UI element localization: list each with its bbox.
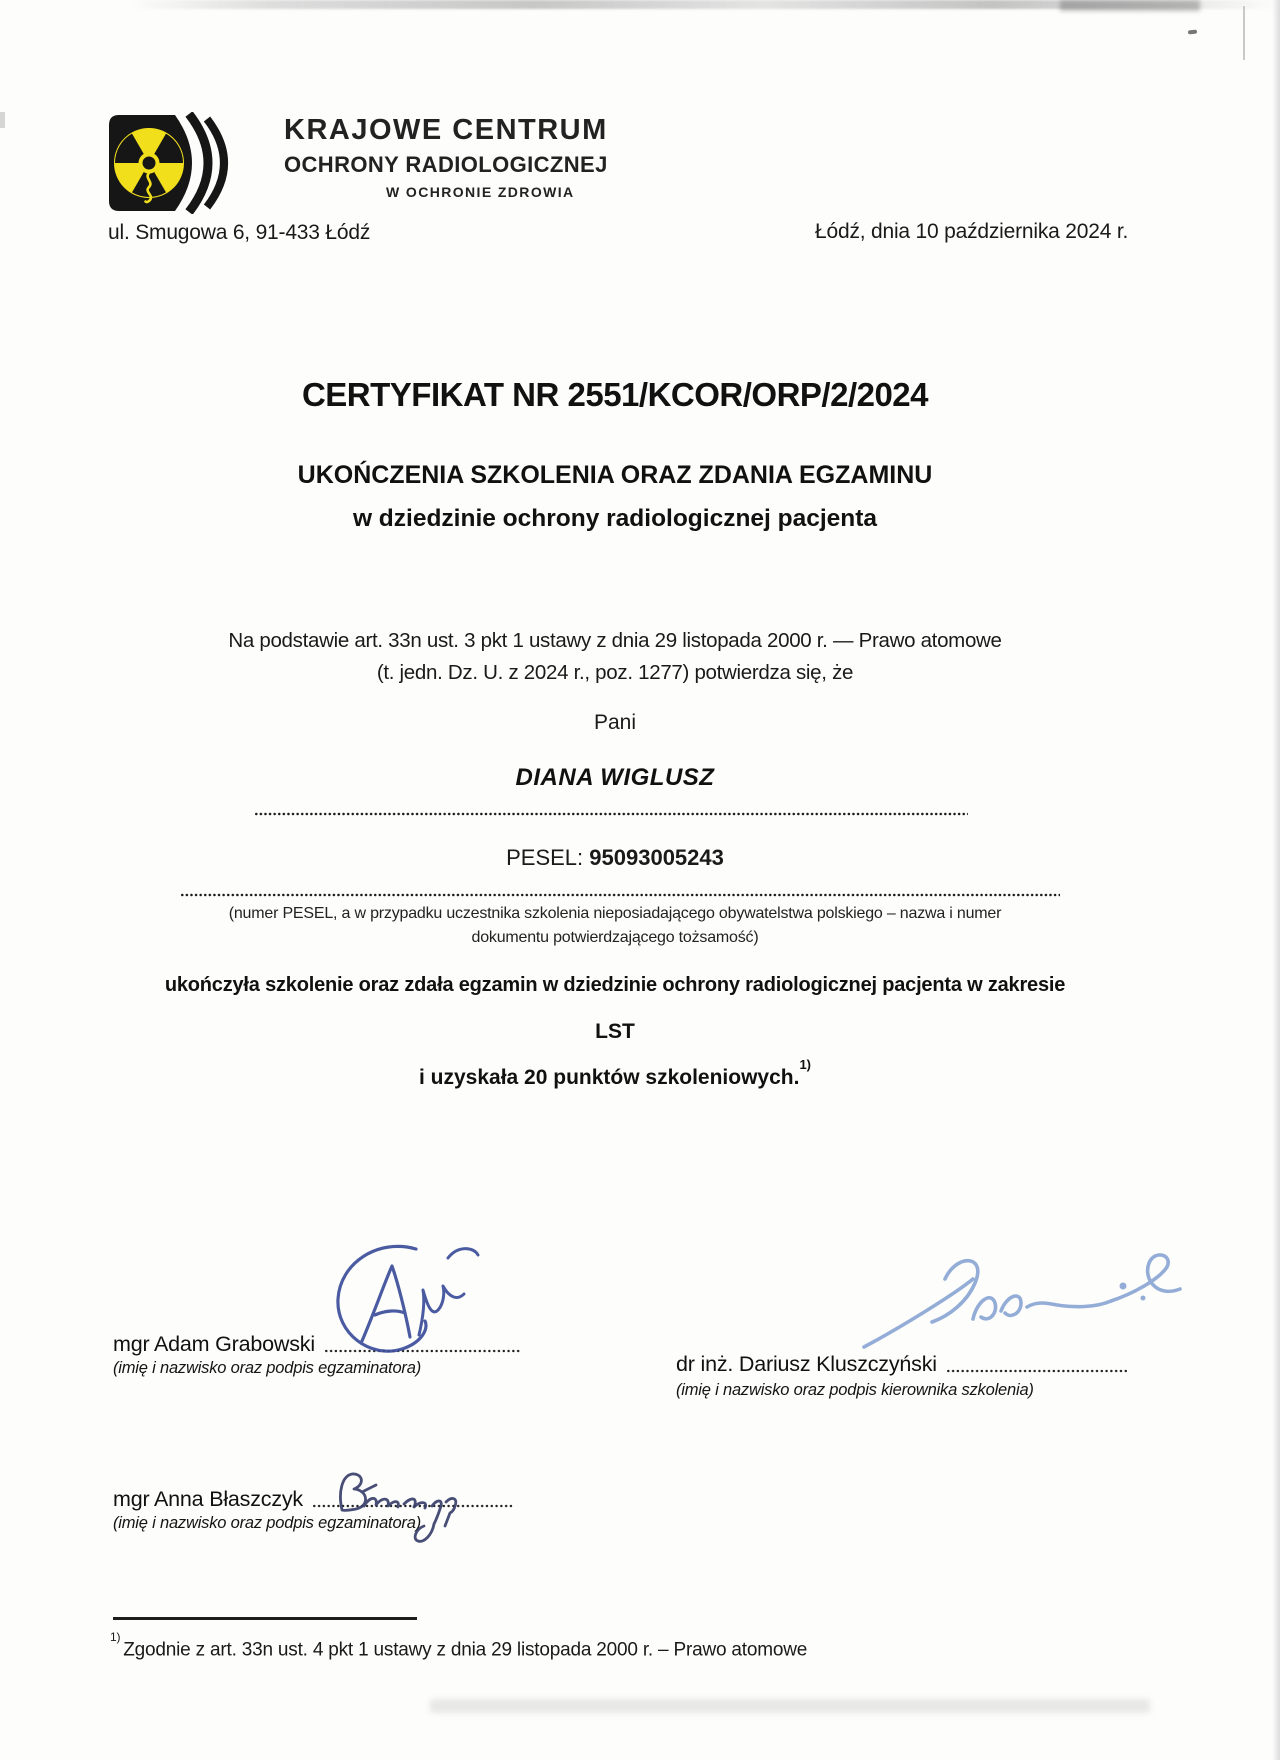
certificate-subtitle-1: UKOŃCZENIA SZKOLENIA ORAZ ZDANIA EGZAMINU: [297, 461, 933, 489]
legal-basis-line2: (t. jedn. Dz. U. z 2024 r., poz. 1277) potwierdza się, że: [376, 661, 854, 684]
issue-date: Łódź, dnia 10 października 2024 r.: [815, 220, 1129, 243]
footnote-marker: 1): [110, 1630, 121, 1644]
holder-name: DIANA WIGLUSZ: [515, 764, 715, 791]
pesel-value: 95093005243: [589, 845, 724, 870]
training-points-text: i uzyskała 20 punktów szkoleniowych.: [418, 1066, 800, 1089]
scan-artifact-speck: [1188, 30, 1197, 34]
examiner-1-caption: (imię i nazwisko oraz podpis egzaminatora): [113, 1359, 421, 1377]
footnote: [110, 1630, 808, 1661]
examiner-1-name: mgr Adam Grabowski: [113, 1332, 315, 1356]
scan-artifact-right-edge: [1272, 0, 1280, 1760]
org-name-line2: OCHRONY RADIOLOGICZNEJ: [284, 152, 608, 177]
examiner-2-signature: [328, 1466, 468, 1551]
training-points-line: [115, 1057, 1115, 1090]
footnote-text: Zgodnie z art. 33n ust. 4 pkt 1 ustawy z dnia 29 listopada 2000 r. – Prawo atomowe: [123, 1639, 808, 1661]
scan-artifact-left-speck: [0, 112, 5, 128]
pesel-note-line2: dokumentu potwierdzającego tożsamość): [471, 929, 759, 946]
org-name-line3: W OCHRONIE ZDROWIA: [386, 184, 575, 200]
pesel-line: [115, 845, 1115, 871]
footnote-rule: [113, 1617, 417, 1620]
examiner-2-caption: (imię i nazwisko oraz podpis egzaminatora): [113, 1514, 421, 1532]
scan-artifact-vertical-line: [1243, 6, 1245, 60]
completion-statement: ukończyła szkolenie oraz zdała egzamin w dziedzinie ochrony radiologicznej pacjenta w zakresie: [164, 974, 1066, 996]
training-scope: LST: [595, 1020, 635, 1043]
supervisor-signature: [860, 1245, 1200, 1370]
training-points-footnote-ref: 1): [799, 1057, 811, 1072]
examiner-1-signature: [318, 1236, 498, 1368]
org-name-line1: KRAJOWE CENTRUM: [284, 114, 608, 146]
org-address: ul. Smugowa 6, 91-433 Łódź: [108, 221, 371, 244]
examiner-2-name: mgr Anna Błaszczyk: [113, 1487, 303, 1511]
pesel-label: PESEL:: [506, 845, 584, 870]
certificate-title: CERTYFIKAT NR 2551/KCOR/ORP/2/2024: [301, 376, 929, 413]
supervisor-caption: (imię i nazwisko oraz podpis kierownika szkolenia): [676, 1381, 1034, 1399]
certificate-subtitle-2: w dziedzinie ochrony radiologicznej pacjenta: [352, 505, 878, 532]
pesel-dotted-rule: [181, 893, 1060, 897]
name-dotted-rule: [255, 812, 968, 816]
legal-basis-line1: Na podstawie art. 33n ust. 3 pkt 1 ustawy z dnia 29 listopada 2000 r. — Prawo atomowe: [228, 629, 1002, 652]
salutation: Pani: [593, 711, 637, 734]
supervisor-name: dr inż. Dariusz Kluszczyński: [676, 1352, 937, 1376]
pesel-note-line1: (numer PESEL, a w przypadku uczestnika szkolenia nieposiadającego obywatelstwa polskiego – nazwa i numer: [228, 905, 1002, 922]
